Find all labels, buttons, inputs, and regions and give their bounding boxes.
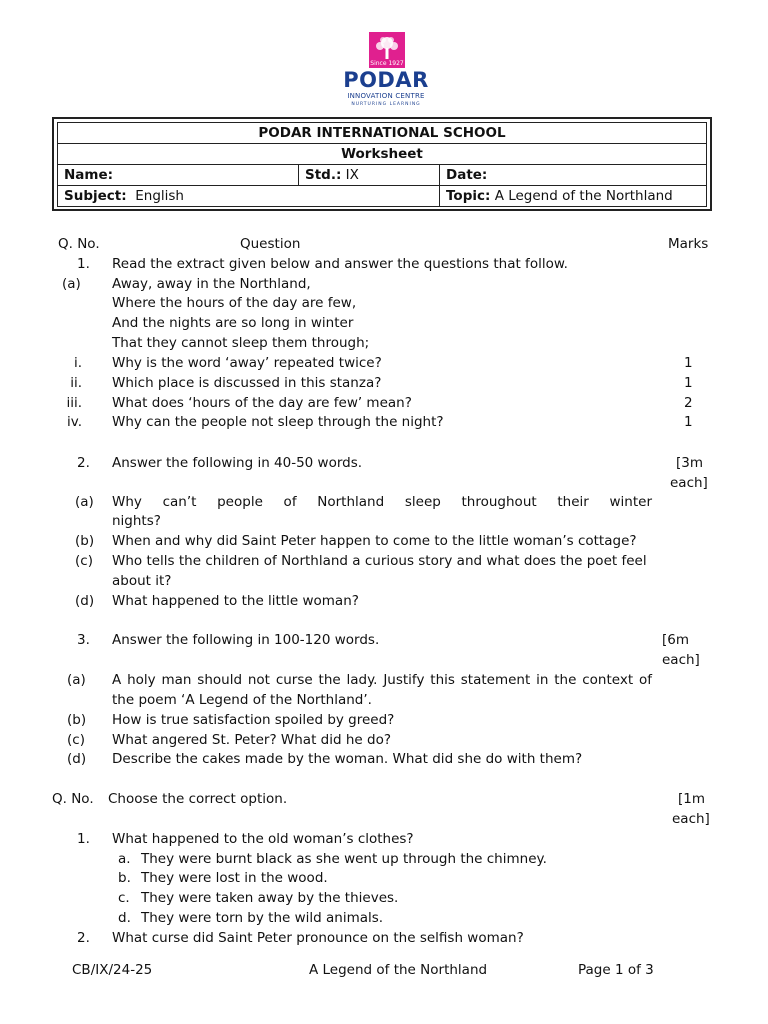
mcq-q2-number: 2. <box>77 930 90 946</box>
q2-item-text: What happened to the little woman? <box>112 593 359 609</box>
header-table <box>52 117 712 211</box>
std-label: Std.: <box>305 167 342 183</box>
mcq-q2-text: What curse did Saint Peter pronounce on the selfish woman? <box>112 930 524 946</box>
q1-item-text: Why is the word ‘away’ repeated twice? <box>112 355 382 371</box>
q2-marks: [3m <box>676 455 704 471</box>
q1-item-marks: 1 <box>684 414 693 430</box>
q2-item-text-cont: about it? <box>112 573 172 589</box>
mcq-option-text: They were lost in the wood. <box>141 870 328 886</box>
q2-item-number: (d) <box>75 593 95 609</box>
mcq-option-text: They were torn by the wild animals. <box>141 910 384 926</box>
q3-item-number: (d) <box>67 751 87 767</box>
q3-item-number: (b) <box>67 712 87 728</box>
logo-brand: PODAR <box>343 68 429 92</box>
mcq-option-letter: d. <box>118 910 131 926</box>
q3-item-text: A holy man should not curse the lady. Justify this statement in the context of <box>112 672 652 688</box>
column-qno: Q. No. <box>58 236 100 252</box>
document-type: Worksheet <box>58 144 707 165</box>
logo-subtitle: INNOVATION CENTRE <box>347 92 425 100</box>
logo-tagline: NURTURING LEARNING <box>351 102 421 107</box>
q3-item-text: What angered St. Peter? What did he do? <box>112 732 391 748</box>
mcq-option-letter: b. <box>118 870 131 886</box>
poem-line: And the nights are so long in winter <box>112 315 354 331</box>
q2-item-text-cont: nights? <box>112 513 161 529</box>
poem-line: That they cannot sleep them through; <box>112 335 370 351</box>
mcq-option-letter: c. <box>118 890 130 906</box>
mcq-q1-number: 1. <box>77 831 90 847</box>
name-label: Name: <box>64 167 114 183</box>
q3-item-number: (c) <box>67 732 85 748</box>
poem-line: Away, away in the Northland, <box>112 276 311 292</box>
column-marks: Marks <box>668 236 709 252</box>
q2-instruction: Answer the following in 40-50 words. <box>112 455 363 471</box>
mcq-marks: [1m <box>678 791 706 807</box>
mcq-qno-label: Q. No. <box>52 791 94 807</box>
footer-page: Page 1 of 3 <box>578 962 654 978</box>
mcq-instruction: Choose the correct option. <box>108 791 288 807</box>
school-logo <box>336 30 436 120</box>
q3-item-text-cont: the poem ‘A Legend of the Northland’. <box>112 692 372 708</box>
q3-number: 3. <box>77 632 90 648</box>
school-name: PODAR INTERNATIONAL SCHOOL <box>58 123 707 144</box>
poem-line: Where the hours of the day are few, <box>112 295 357 311</box>
q1-number: 1. <box>77 256 90 272</box>
mcq-marks-each: each] <box>672 811 710 827</box>
topic-label: Topic: <box>446 188 491 204</box>
date-cell <box>440 165 707 186</box>
footer-code: CB/IX/24-25 <box>72 962 153 978</box>
q1-sub-number: (a) <box>62 276 81 292</box>
q1-item-marks: 2 <box>684 395 693 411</box>
q1-instruction: Read the extract given below and answer the questions that follow. <box>112 256 568 272</box>
subject-label: Subject: <box>64 188 127 204</box>
q2-marks-each: each] <box>670 475 708 491</box>
date-label: Date: <box>446 167 488 183</box>
q1-item-text: What does ‘hours of the day are few’ mean? <box>112 395 412 411</box>
q3-instruction: Answer the following in 100-120 words. <box>112 632 380 648</box>
q2-item-number: (c) <box>75 553 93 569</box>
mcq-option-text: They were taken away by the thieves. <box>141 890 399 906</box>
name-cell <box>58 165 299 186</box>
q1-item-text: Which place is discussed in this stanza? <box>112 375 382 391</box>
subject-value: English <box>135 188 184 204</box>
std-cell <box>299 165 440 186</box>
q2-item-number: (b) <box>75 533 95 549</box>
mcq-q1-text: What happened to the old woman’s clothes? <box>112 831 414 847</box>
q1-item-number: iv. <box>67 414 82 430</box>
q2-item-text: Who tells the children of Northland a curious story and what does the poet feel <box>112 553 647 569</box>
q3-item-text: How is true satisfaction spoiled by greed? <box>112 712 395 728</box>
topic-cell <box>440 186 707 207</box>
q1-item-marks: 1 <box>684 375 693 391</box>
column-question: Question <box>240 236 301 252</box>
q1-item-marks: 1 <box>684 355 693 371</box>
q2-number: 2. <box>77 455 90 471</box>
q2-item-text: When and why did Saint Peter happen to come to the little woman’s cottage? <box>112 533 637 549</box>
q1-item-text: Why can the people not sleep through the night? <box>112 414 444 430</box>
footer-title: A Legend of the Northland <box>309 962 488 978</box>
q3-item-number: (a) <box>67 672 86 688</box>
mcq-option-letter: a. <box>118 851 131 867</box>
subject-cell <box>58 186 440 207</box>
q3-item-text: Describe the cakes made by the woman. What did she do with them? <box>112 751 583 767</box>
mcq-option-text: They were burnt black as she went up through the chimney. <box>141 851 547 867</box>
std-value: IX <box>345 167 359 183</box>
q2-item-text: Why can’t people of Northland sleep throughout their winter <box>112 494 652 510</box>
q1-item-number: ii. <box>70 375 82 391</box>
topic-value: A Legend of the Northland <box>494 188 673 204</box>
q1-item-number: i. <box>73 355 82 371</box>
q2-item-number: (a) <box>75 494 94 510</box>
logo-since: Since 1927 <box>370 60 404 67</box>
q3-marks: [6m <box>662 632 690 648</box>
q1-item-number: iii. <box>66 395 82 411</box>
q3-marks-each: each] <box>662 652 700 668</box>
